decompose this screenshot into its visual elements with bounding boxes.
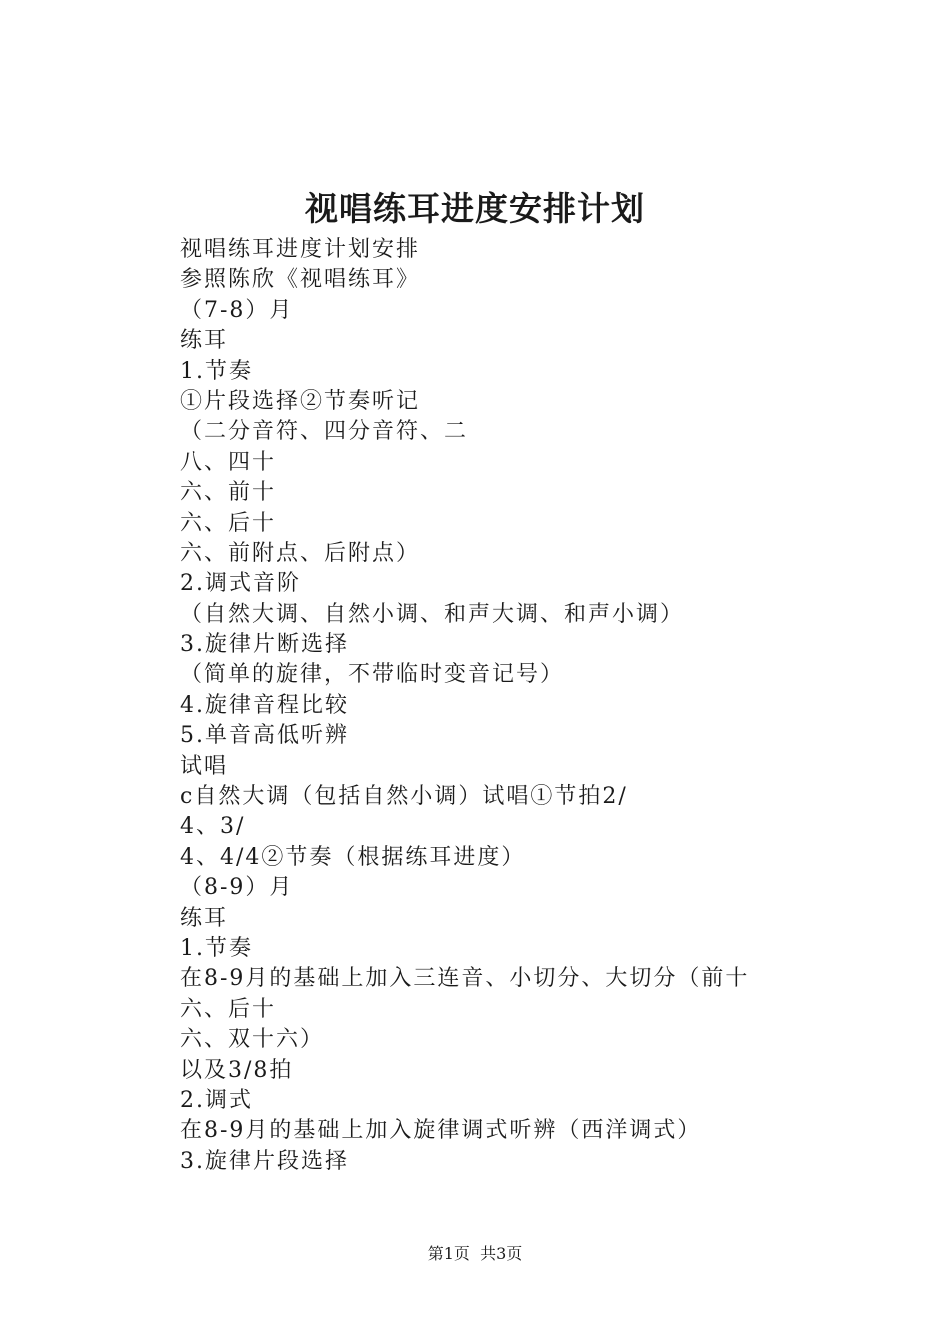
document-title: 视唱练耳进度安排计划 (305, 189, 645, 228)
body-line: 4.旋律音程比较 (180, 692, 349, 718)
body-line: 1.节奏 (180, 358, 253, 384)
body-line: 3.旋律片段选择 (180, 1148, 349, 1174)
body-line: 练耳 (180, 905, 229, 931)
body-line: （自然大调、自然小调、和声大调、和声小调） (180, 601, 685, 627)
body-line: 六、前十 (180, 480, 277, 506)
body-line: 3.旋律片断选择 (180, 632, 349, 658)
body-line: 视唱练耳进度计划安排 (180, 237, 421, 262)
body-line: （二分音符、四分音符、二 (180, 419, 469, 445)
body-line: 试唱 (180, 753, 229, 779)
body-line: c自然大调（包括自然小调）试唱①节拍2/ (180, 784, 628, 810)
body-line: 2.调式 (180, 1087, 253, 1113)
body-line: 六、后十 (180, 996, 277, 1022)
body-line: （简单的旋律，不带临时变音记号） (180, 662, 565, 688)
body-line: 六、前附点、后附点） (180, 540, 421, 566)
body-line: 参照陈欣《视唱练耳》 (180, 267, 421, 293)
body-line: 4、4/4②节奏（根据练耳进度） (180, 844, 526, 870)
body-line: （7-8）月 (180, 297, 294, 323)
body-line: 5.单音高低听辨 (180, 723, 349, 749)
body-line: 六、后十 (180, 510, 277, 536)
body-line: 以及3/8拍 (180, 1057, 294, 1083)
page-footer: 第1页 共3页 (427, 1244, 523, 1263)
document-body (180, 235, 820, 1177)
body-line: 八、四十 (180, 449, 277, 475)
body-line: ①片段选择②节奏听记 (180, 388, 421, 414)
body-line: 2.调式音阶 (180, 571, 301, 597)
body-line: （8-9）月 (180, 875, 294, 901)
body-line: 1.节奏 (180, 935, 253, 961)
body-line: 4、3/ (180, 814, 246, 840)
body-line: 练耳 (180, 328, 229, 354)
body-line: 在8-9月的基础上加入旋律调式听辨（西洋调式） (180, 1118, 702, 1144)
body-line: 在8-9月的基础上加入三连音、小切分、大切分（前十 (180, 966, 750, 992)
body-line: 六、双十六） (180, 1027, 325, 1053)
